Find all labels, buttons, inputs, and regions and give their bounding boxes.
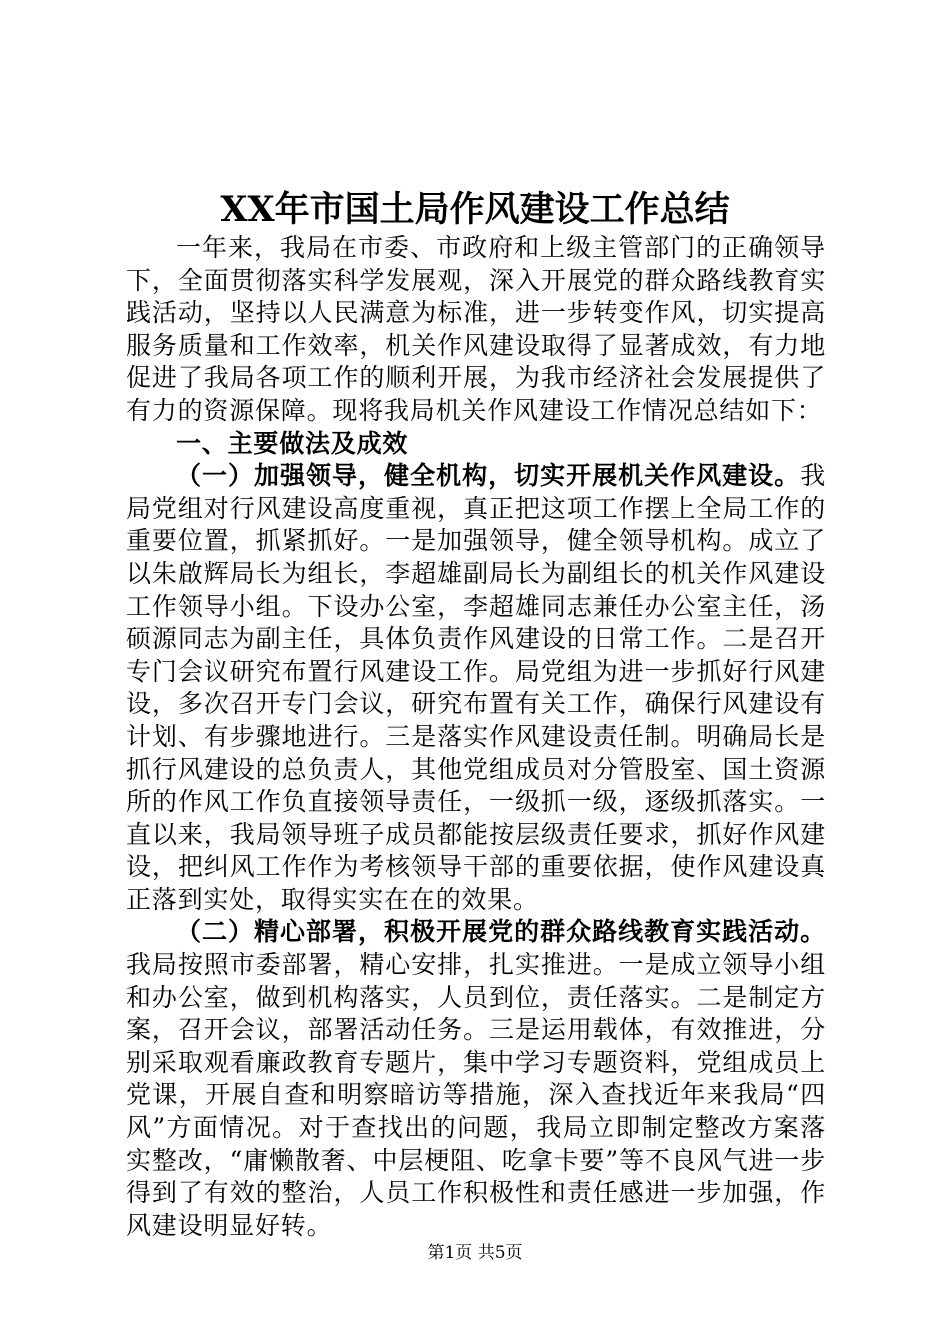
paragraph-1 — [126, 460, 826, 916]
paragraph-1-body: 我局党组对行风建设高度重视，真正把这项工作摆上全局工作的重要位置，抓紧抓好。一是加强领导，健全领导机构。成立了以朱啟辉局长为组长，李超雄副局长为副组长的机关作风建设工作领导小组。下设办公室，李超雄同志兼任办公室主任，汤硕源同志为副主任，具体负责作风建设的日常工作。二是召开专门会议研究布置行风建设工作。局党组为进一步抓好行风建设，多次召开专门会议，研究布置有关工作，确保行风建设有计划、有步骤地进行。三是落实作风建设责任制。明确局长是抓行风建设的总负责人，其他党组成员对分管股室、国土资源所的作风工作负直接领导责任，一级抓一级，逐级抓落实。一直以来，我局领导班子成员都能按层级责任要求，抓好作风建设，把纠风工作作为考核领导干部的重要依据，使作风建设真正落到实处，取得实实在在的效果。 — [126, 461, 826, 914]
document-body — [126, 232, 826, 1242]
page-footer: 第1页 共5页 — [427, 1243, 523, 1263]
section-heading: 一、主要做法及成效 — [176, 428, 409, 458]
paragraph-2-body: 我局按照市委部署，精心安排，扎实推进。一是成立领导小组和办公室，做到机构落实，人员到位，责任落实。二是制定方案，召开会议，部署活动任务。三是运用载体，有效推进，分别采取观看廉政教育专题片，集中学习专题资料，党组成员上党课，开展自查和明察暗访等措施，深入查找近年来我局“四风”方面情况。对于查找出的问题，我局立即制定整改方案落实整改，“庸懒散奢、中层梗阻、吃拿卡要”等不良风气进一步得到了有效的整治，人员工作积极性和责任感进一步加强，作风建设明显好转。 — [126, 950, 826, 1240]
intro-paragraph: 一年来，我局在市委、市政府和上级主管部门的正确领导下，全面贯彻落实科学发展观，深入开展党的群众路线教育实践活动，坚持以人民满意为标准，进一步转变作风，切实提高服务质量和工作效率，机关作风建设取得了显著成效，有力地促进了我局各项工作的顺利开展，为我市经济社会发展提供了有力的资源保障。现将我局机关作风建设工作情况总结如下： — [126, 233, 826, 425]
paragraph-1-lead: （一）加强领导，健全机构，切实开展机关作风建设。 — [176, 461, 801, 491]
paragraph-2 — [126, 916, 826, 1242]
paragraph-2-lead: （二）精心部署，积极开展党的群众路线教育实践活动。 — [176, 917, 826, 947]
document-title: XX年市国土局作风建设工作总结 — [220, 189, 730, 230]
